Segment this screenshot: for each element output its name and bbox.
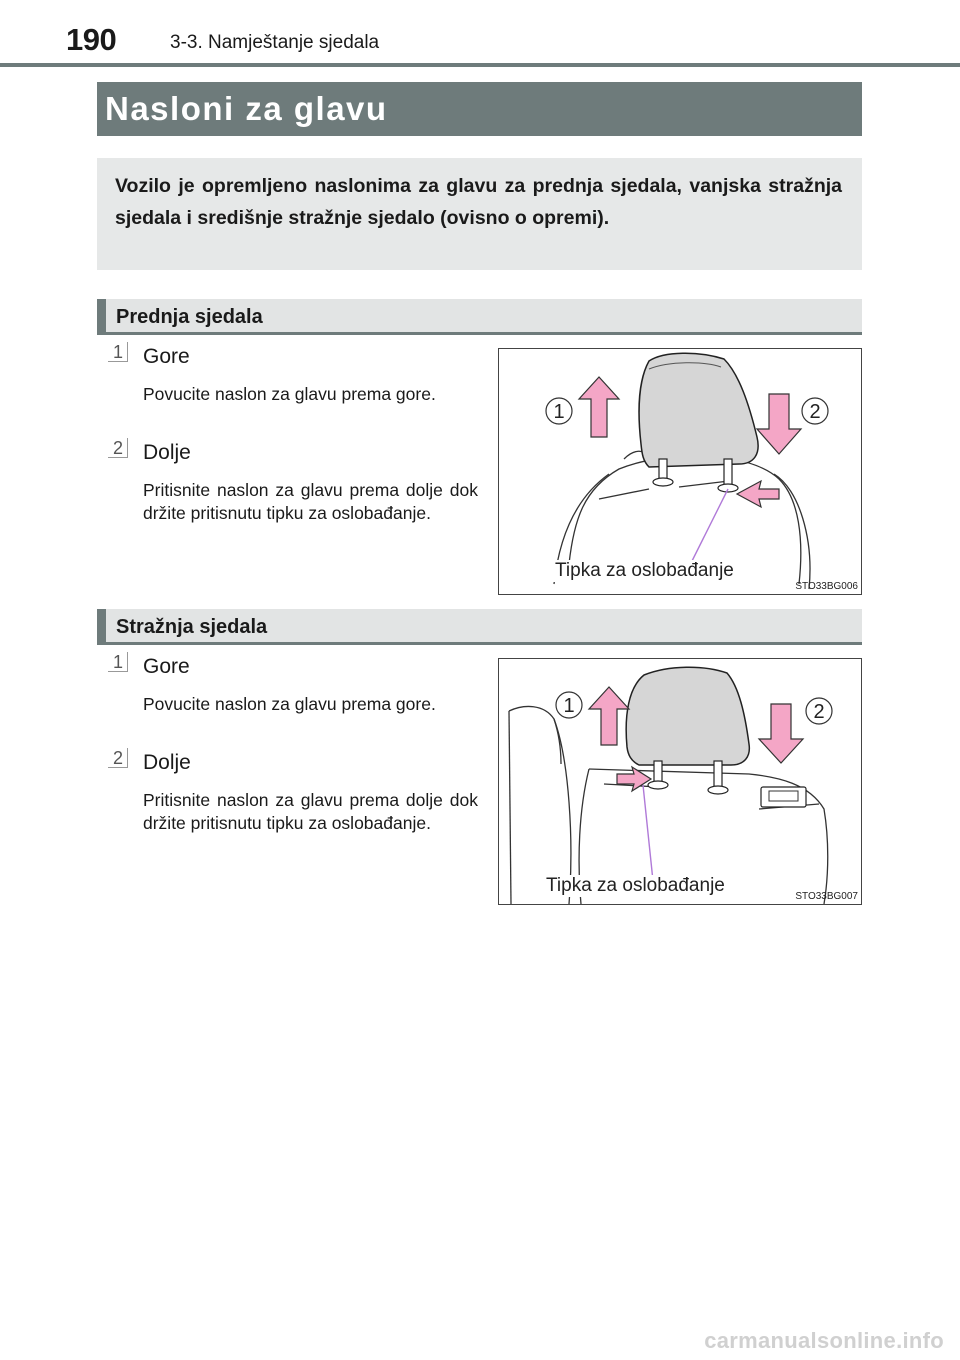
down-arrow-icon xyxy=(759,704,803,763)
intro-box xyxy=(97,158,862,270)
item-desc-up: Povucite naslon za glavu prema gore. xyxy=(143,694,436,714)
figure-code: STO33BG006 xyxy=(795,581,858,592)
intro-text: Vozilo je opremljeno naslonima za glavu za prednja sjedala, vanjska stražnja sjedala i središnje stražnje sjedalo (ovisno o opremi). xyxy=(115,175,842,229)
item-desc-down: Pritisnite naslon za glavu prema dolje dok držite pritisnutu tipku za oslobađanje. xyxy=(143,480,478,523)
svg-text:2: 2 xyxy=(813,701,825,723)
item-desc-down: Pritisnite naslon za glavu prema dolje dok držite pritisnutu tipku za oslobađanje. xyxy=(143,790,478,833)
rear-headrest-illustration xyxy=(499,659,861,904)
press-arrow-icon xyxy=(737,481,779,507)
down-arrow-icon xyxy=(757,394,801,454)
item-number-badge: 1 xyxy=(108,652,128,672)
section-heading-rear-seats: Stražnja sjedala xyxy=(97,609,862,645)
watermark[interactable]: carmanualsonline.info xyxy=(704,1328,944,1353)
up-arrow-icon xyxy=(579,377,619,437)
release-button-callout: Tipka za oslobađanje xyxy=(543,875,728,897)
header-divider xyxy=(0,63,960,67)
item-title-up: Gore xyxy=(143,345,190,368)
rear-headrest-figure xyxy=(498,658,862,905)
front-headrest-figure xyxy=(498,348,862,595)
chapter-title: 3-3. Namještanje sjedala xyxy=(170,32,380,53)
figure-code: STO33BG007 xyxy=(795,891,858,902)
item-number-badge: 1 xyxy=(108,342,128,362)
svg-text:1: 1 xyxy=(553,401,565,423)
svg-text:2: 2 xyxy=(809,401,821,423)
item-title-down: Dolje xyxy=(143,751,191,774)
item-title-down: Dolje xyxy=(143,441,191,464)
svg-text:1: 1 xyxy=(563,695,575,717)
front-headrest-illustration xyxy=(499,349,861,594)
release-button-callout: Tipka za oslobađanje xyxy=(552,560,737,582)
item-number-badge: 2 xyxy=(108,438,128,458)
up-arrow-icon xyxy=(589,687,629,745)
item-number-badge: 2 xyxy=(108,748,128,768)
item-title-up: Gore xyxy=(143,655,190,678)
page-title: Nasloni za glavu xyxy=(97,82,862,136)
item-desc-up: Povucite naslon za glavu prema gore. xyxy=(143,384,436,404)
section-heading-front-seats: Prednja sjedala xyxy=(97,299,862,335)
page-number: 190 xyxy=(66,22,117,57)
